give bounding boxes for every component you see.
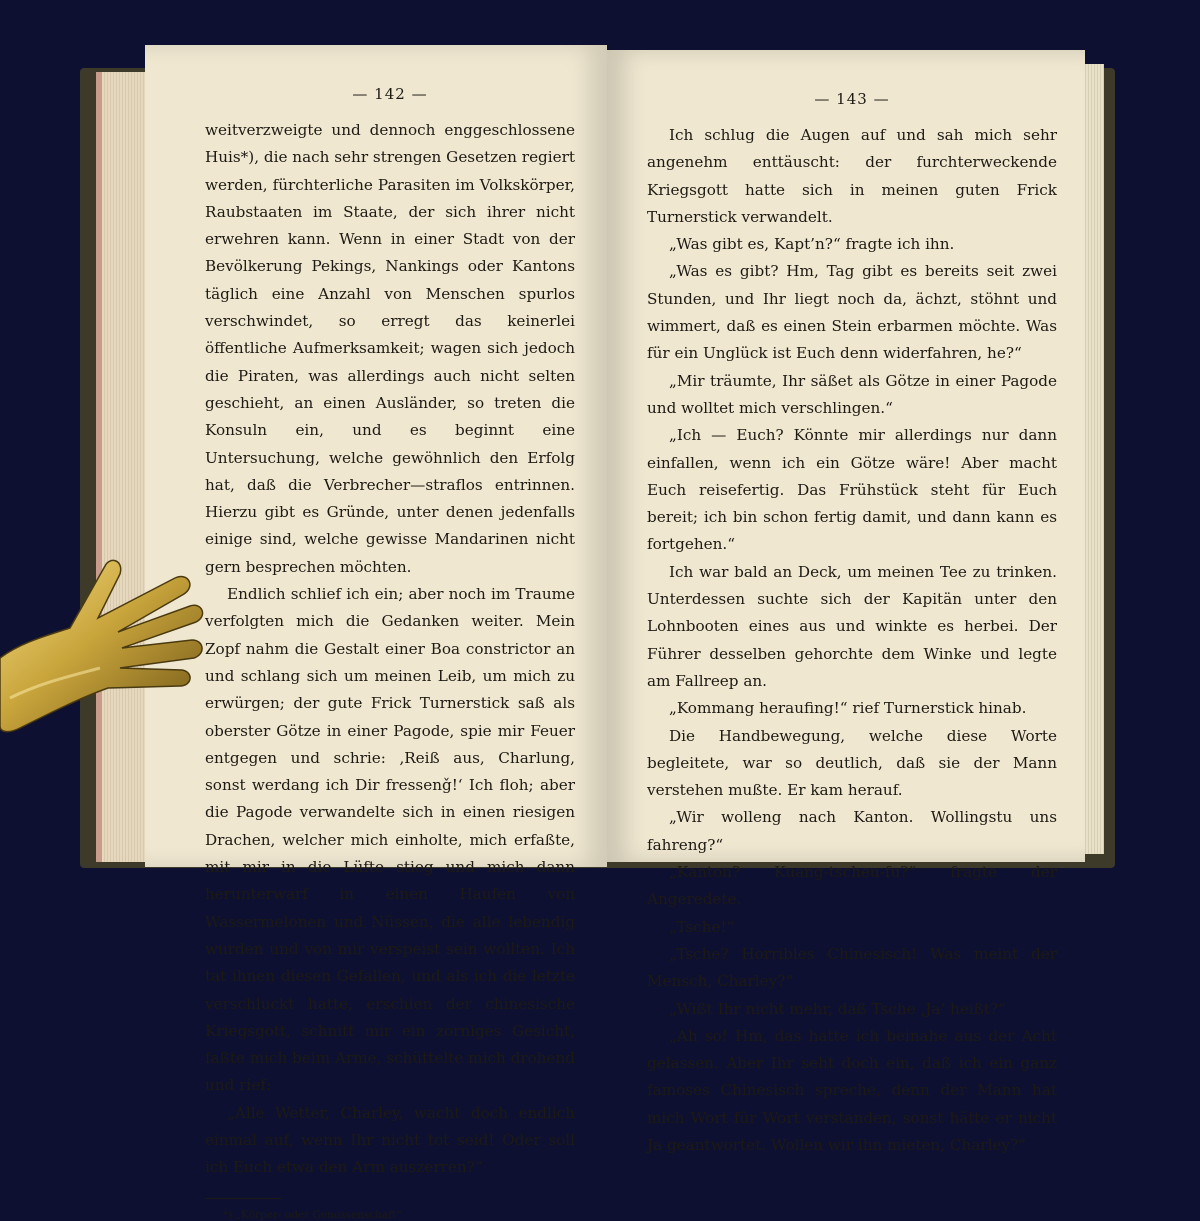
left-page xyxy=(145,45,607,1221)
hand-shape xyxy=(0,560,203,731)
brass-hand-bookmark xyxy=(0,548,210,768)
left-page-text xyxy=(205,117,575,1182)
right-page xyxy=(607,50,1085,1154)
right-paragraph: „Was gibt es, Kapt’n?“ fragte ich ihn. xyxy=(669,235,955,254)
right-paragraph: „Tsche? Horribles Chinesisch! Was meint der Mensch, Charley?“ xyxy=(647,944,1057,991)
right-paragraph: „Ah so! Hm, das hatte ich beinahe aus der Acht gelassen. Aber Ihr seht doch ein, daß ich ein ganz famoses Chinesisch spreche, denn der Mann hat mich Wort für Wort verstanden, sonst hätte er nicht Ja geantwortet. Wollen wir ihn mieten, Charley?“ xyxy=(647,1026,1057,1154)
right-paragraph: „Kanton? Kuang-tscheu-fu?“ fragte der Angeredete. xyxy=(647,863,1057,909)
right-paragraph: „Ich — Euch? Könnte mir allerdings nur dann einfallen, wenn ich ein Götze wäre! Aber macht Euch reisefertig. Das Frühstück steht für Euch bereit; ich bin schon fertig damit, und dann kann es fortgehen.“ xyxy=(647,426,1057,554)
right-paragraph: Ich schlug die Augen auf und sah mich sehr angenehm enttäuscht: der furchterweckende Kriegsgott hatte sich in meinen guten Frick Turnerstick verwandelt. xyxy=(647,126,1057,226)
left-page-number: — 142 — xyxy=(352,85,428,103)
right-paragraph: „Kommang heraufing!“ rief Turnerstick hinab. xyxy=(669,699,1027,718)
right-page-text xyxy=(647,122,1057,1159)
right-paragraph: „Wißt Ihr nicht mehr, daß Tsche ‚Ja‘ heißt?“ xyxy=(669,999,1006,1018)
right-paragraph: Ich war bald an Deck, um meinen Tee zu trinken. Unterdessen suchte sich der Kapitän unter den Lohnbooten eines aus und winkte es herbei. Der Führer desselben gehorchte dem Winke und legte am Fallreep an. xyxy=(647,562,1057,690)
right-paragraph: „Tsche!“ xyxy=(669,917,735,936)
left-paragraph: weitverzweigte und dennoch enggeschlossene Huis*), die nach sehr strengen Gesetzen regiert werden, fürchterliche Parasiten im Volkskörper, Raubstaaten im Staate, der sich ihrer nicht erwehren kann. Wenn in einer Stadt von der Bevölkerung Pekings, Nankings oder Kantons täglich eine Anzahl von Menschen spurlos verschwindet, so erregt das keinerlei öffentliche Aufmerksamkeit; wagen sich jedoch die Piraten, was allerdings auch nicht selten geschieht, an einen Ausländer, so treten die Konsuln ein, und es beginnt eine Untersuchung, welche gewöhnlich den Erfolg hat, daß die Verbrecher—straflos entrinnen. Hierzu gibt es Gründe, unter denen jedenfalls einige sind, welche gewisse Mandarinen nicht gern besprechen möchten. xyxy=(205,121,575,576)
right-paragraph: Die Handbewegung, welche diese Worte begleitete, war so deutlich, daß sie der Mann verstehen mußte. Er kam herauf. xyxy=(647,726,1057,800)
right-page-number: — 143 — xyxy=(814,90,890,108)
right-paragraph: „Was es gibt? Hm, Tag gibt es bereits seit zwei Stunden, und Ihr liegt noch da, ächzt, stöhnt und wimmert, daß es einen Stein erbarmen möchte. Was für ein Unglück ist Euch denn widerfahren, he?“ xyxy=(647,262,1057,363)
footnote: *) „Körper- oder Genossenschaft“ xyxy=(223,1208,402,1221)
footnote-rule xyxy=(205,1198,281,1199)
right-paragraph: „Mir träumte, Ihr säßet als Götze in einer Pagode und wolltet mich verschlingen.“ xyxy=(647,371,1057,417)
left-paragraph: Endlich schlief ich ein; aber noch im Traume verfolgten mich die Gedanken weiter. Mein Zopf nahm die Gestalt einer Boa constrictor an und schlang sich um meinen Leib, um mich zu erwürgen; der gute Frick Turnerstick saß als oberster Götze in einer Pagode, spie mir Feuer entgegen und schrie: ‚Reiß aus, Charlung, sonst werdang ich Dir fressenǧ!‘ Ich floh; aber die Pagode verwandelte sich in einen riesigen Drachen, welcher mich einholte, mich erfaßte, mit mir in die Lüfte stieg und mich dann herunterwarf in einen Haufen von Wassermelonen und Nüssen, die alle lebendig wurden und von mir verspeist sein wollten. Ich tat ihnen diesen Gefallen, und als ich die letzte verschluckt hatte, erschien der chinesische Kriegsgott, schnitt mir ein zorniges Gesicht, faßte mich beim Arme, schüttelte mich drohend und rief: xyxy=(205,585,575,1095)
left-paragraph: „Alle Wetter, Charley, wacht doch endlich einmal auf, wenn Ihr nicht tot seid! Oder soll ich Euch etwa den Arm auszerren?“ xyxy=(205,1103,575,1177)
right-paragraph: „Wir wolleng nach Kanton. Wollingstu uns fahreng?“ xyxy=(647,808,1057,854)
